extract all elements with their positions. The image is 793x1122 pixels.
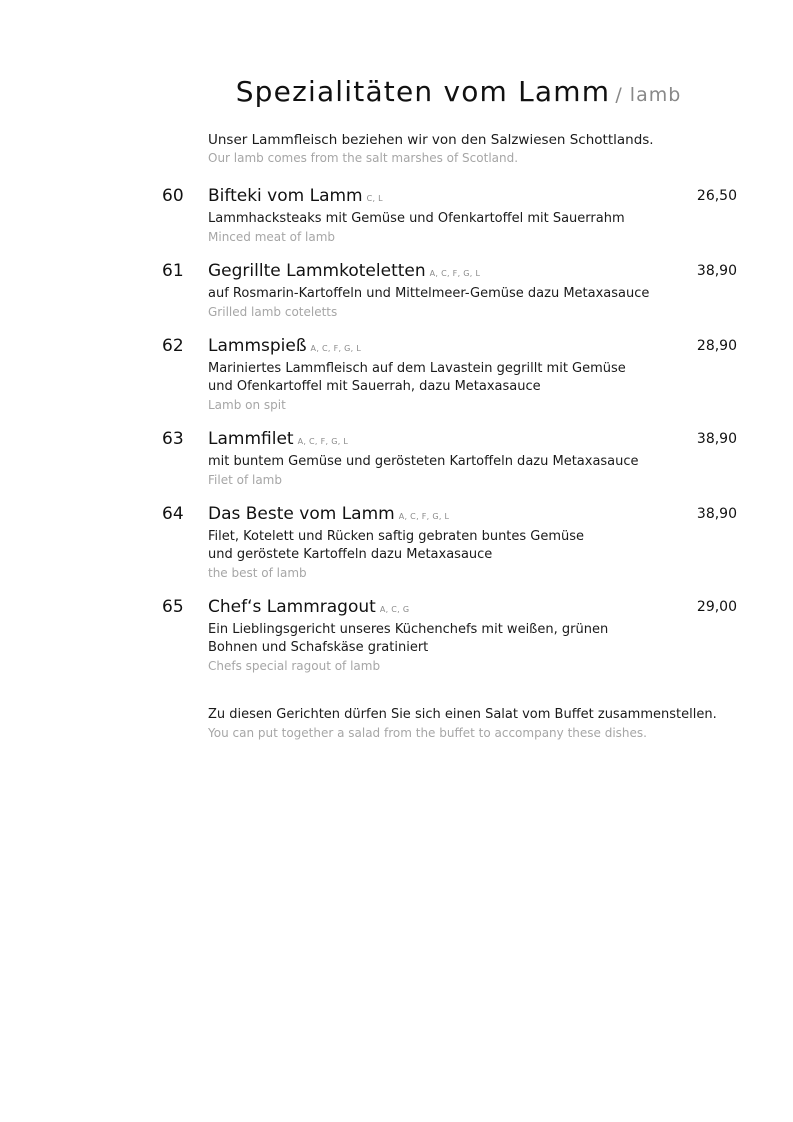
item-body — [208, 428, 639, 489]
item-description: mit buntem Gemüse und gerösteten Kartoffeln dazu Metaxasauce — [208, 454, 639, 469]
item-description: Ein Lieblingsgericht unseres Küchenchefs mit weißen, grünen — [208, 622, 609, 637]
title-main: Spezialitäten vom Lamm — [235, 75, 611, 108]
item-name: Das Beste vom Lamm — [208, 504, 395, 524]
item-allergens: A, C, F, G, L — [310, 344, 362, 353]
item-description: auf Rosmarin-Kartoffeln und Mittelmeer-Gemüse dazu Metaxasauce — [208, 286, 650, 301]
item-price: 38,90 — [696, 263, 737, 279]
item-name: Gegrillte Lammkoteletten — [208, 261, 426, 281]
item-body — [208, 260, 649, 321]
item-allergens: A, C, F, G, L — [297, 437, 349, 446]
item-number: 60 — [162, 186, 184, 206]
intro-text — [208, 131, 654, 167]
item-price: 29,00 — [696, 599, 737, 615]
footer-note — [208, 706, 717, 742]
item-body — [208, 335, 626, 414]
item-number: 61 — [162, 261, 184, 281]
item-english: Minced meat of lamb — [208, 230, 336, 244]
item-number: 62 — [162, 336, 184, 356]
item-body — [208, 503, 584, 582]
item-price: 28,90 — [696, 338, 737, 354]
item-english: the best of lamb — [208, 566, 307, 580]
intro-english: Our lamb comes from the salt marshes of Scotland. — [208, 151, 519, 165]
item-description: Filet, Kotelett und Rücken saftig gebraten buntes Gemüse — [208, 529, 585, 544]
item-price: 38,90 — [696, 506, 737, 522]
item-description: Mariniertes Lammfleisch auf dem Lavastein gegrillt mit Gemüse — [208, 361, 626, 376]
item-name: Bifteki vom Lamm — [208, 186, 363, 206]
item-name: Lammspieß — [208, 336, 307, 356]
item-number: 64 — [162, 504, 184, 524]
title-subtitle: / lamb — [615, 84, 682, 106]
item-name: Lammfilet — [208, 429, 294, 449]
item-english: Filet of lamb — [208, 473, 282, 487]
item-allergens: A, C, G — [379, 605, 410, 614]
item-body — [208, 185, 625, 246]
item-allergens: C, L — [366, 194, 383, 203]
item-number: 63 — [162, 429, 184, 449]
item-english: Lamb on spit — [208, 398, 286, 412]
page-title — [0, 75, 793, 108]
item-number: 65 — [162, 597, 184, 617]
footer-english: You can put together a salad from the buffet to accompany these dishes. — [208, 726, 647, 740]
item-allergens: A, C, F, G, L — [398, 512, 450, 521]
item-description: Bohnen und Schafskäse gratiniert — [208, 640, 429, 655]
item-description: Lammhacksteaks mit Gemüse und Ofenkartoffel mit Sauerrahm — [208, 211, 625, 226]
item-english: Grilled lamb coteletts — [208, 305, 338, 319]
item-price: 26,50 — [696, 188, 737, 204]
item-english: Chefs special ragout of lamb — [208, 659, 381, 673]
item-body — [208, 596, 608, 675]
item-allergens: A, C, F, G, L — [429, 269, 481, 278]
item-name: Chef‘s Lammragout — [208, 597, 376, 617]
item-price: 38,90 — [696, 431, 737, 447]
footer-german: Zu diesen Gerichten dürfen Sie sich einen Salat vom Buffet zusammenstellen. — [208, 707, 717, 722]
intro-german: Unser Lammfleisch beziehen wir von den Salzwiesen Schottlands. — [208, 132, 654, 148]
item-description: und geröstete Kartoffeln dazu Metaxasauce — [208, 547, 493, 562]
item-description: und Ofenkartoffel mit Sauerrah, dazu Metaxasauce — [208, 379, 541, 394]
